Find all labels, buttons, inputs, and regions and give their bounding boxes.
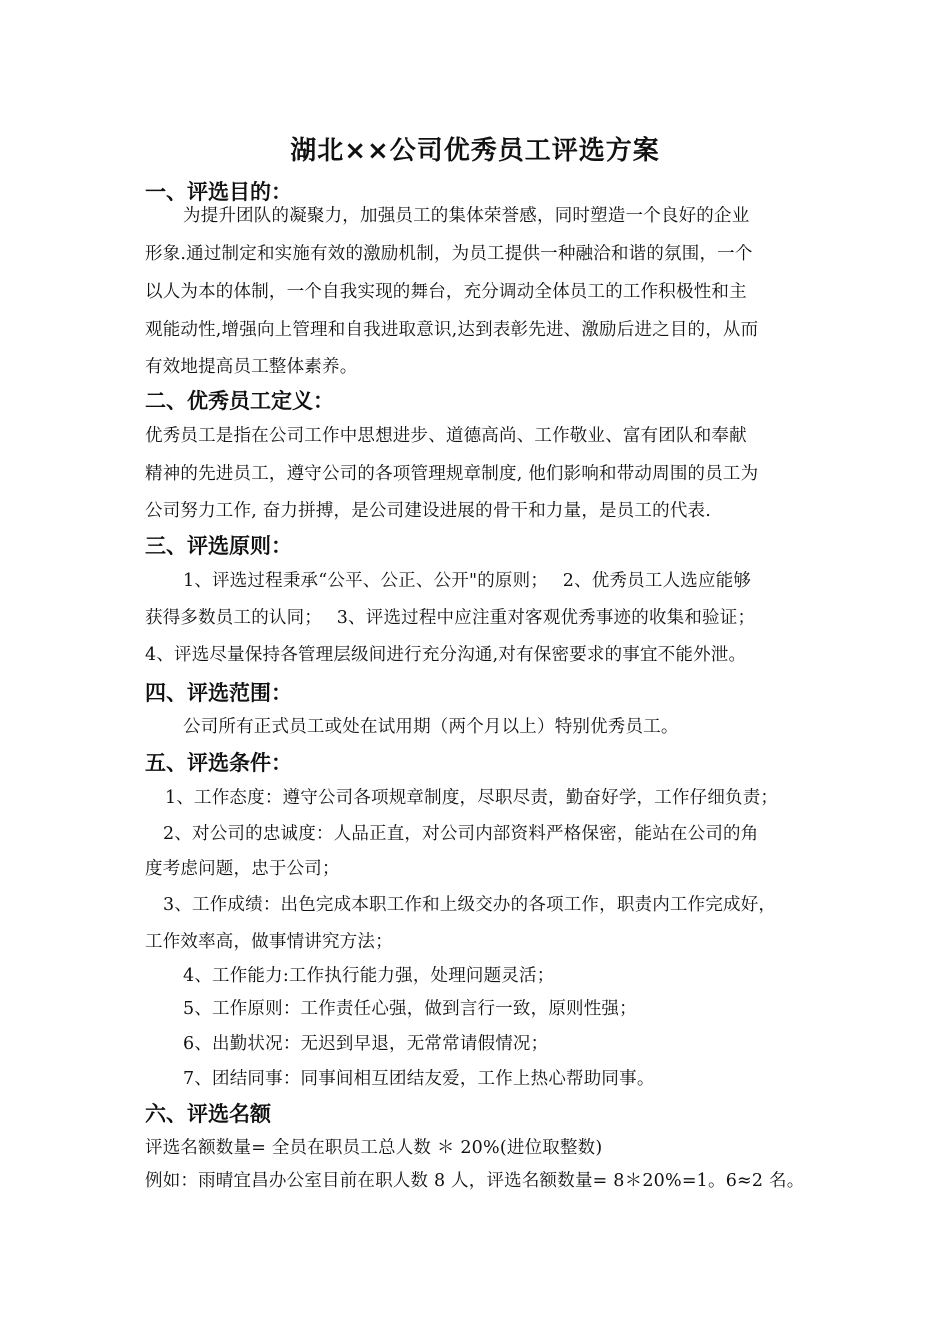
section-heading-principles: 三、评选原则： (145, 534, 292, 558)
section-heading-scope: 四、评选范围： (145, 681, 292, 705)
paragraph-line: 优秀员工是指在公司工作中思想进步、道德高尚、工作敬业、富有团队和奉献 (145, 426, 747, 446)
quota-example: 例如：雨晴宜昌办公室目前在职人数 8 人，评选名额数量= 8＊20%=1。6≈2 名。 (145, 1171, 805, 1191)
quota-formula: 评选名额数量= 全员在职员工总人数 ＊ 20%(进位取整数) (145, 1138, 603, 1158)
criteria-item: 2、对公司的忠诚度：人品正直，对公司内部资料严格保密，能站在公司的角 (163, 824, 759, 844)
paragraph-line: 精神的先进员工，遵守公司的各项管理规章制度, 他们影响和带动周围的员工为 (145, 464, 759, 484)
criteria-item: 度考虑问题，忠于公司； (145, 859, 340, 879)
paragraph-line: 为提升团队的凝聚力，加强员工的集体荣誉感，同时塑造一个良好的企业 (183, 206, 750, 226)
section-heading-criteria: 五、评选条件： (145, 751, 292, 775)
criteria-item: 3、工作成绩：出色完成本职工作和上级交办的各项工作，职责内工作完成好， (163, 895, 777, 915)
criteria-item: 6、出勤状况：无迟到早退，无常常请假情况； (183, 1034, 549, 1054)
criteria-item: 4、工作能力:工作执行能力强，处理问题灵活； (183, 966, 555, 986)
criteria-item: 1、工作态度：遵守公司各项规章制度，尽职尽责，勤奋好学，工作仔细负责； (165, 788, 779, 808)
paragraph-line: 公司所有正式员工或处在试用期（两个月以上）特别优秀员工。 (183, 717, 679, 737)
criteria-item: 7、团结同事：同事间相互团结友爱，工作上热心帮助同事。 (183, 1069, 655, 1089)
criteria-item: 5、工作原则：工作责任心强，做到言行一致，原则性强； (183, 999, 637, 1019)
paragraph-line: 有效地提高员工整体素养。 (145, 357, 358, 377)
paragraph-line: 形象.通过制定和实施有效的激励机制，为员工提供一种融洽和谐的氛围，一个 (145, 244, 753, 264)
section-heading-quota: 六、评选名额 (145, 1102, 271, 1126)
paragraph-line: 4、评选尽量保持各管理层级间进行充分沟通,对有保密要求的事宜不能外泄。 (145, 645, 747, 665)
paragraph-line: 以人为本的体制，一个自我实现的舞台，充分调动全体员工的工作积极性和主 (145, 282, 747, 302)
paragraph-line: 公司努力工作, 奋力拼搏，是公司建设进展的骨干和力量，是员工的代表. (145, 501, 711, 521)
section-heading-purpose: 一、评选目的： (145, 180, 292, 204)
document-title: 湖北××公司优秀员工评选方案 (290, 136, 660, 166)
paragraph-line: 观能动性,增强向上管理和自我进取意识,达到表彰先进、激励后进之目的，从而 (145, 320, 759, 340)
criteria-item: 工作效率高，做事情讲究方法； (145, 932, 393, 952)
section-heading-definition: 二、优秀员工定义： (145, 389, 334, 413)
paragraph-line: 获得多数员工的认同； 3、评选过程中应注重对客观优秀事迹的收集和验证； (145, 608, 756, 628)
paragraph-line: 1、评选过程秉承“公平、公正、公开"的原则； 2、优秀员工人选应能够 (183, 571, 752, 591)
